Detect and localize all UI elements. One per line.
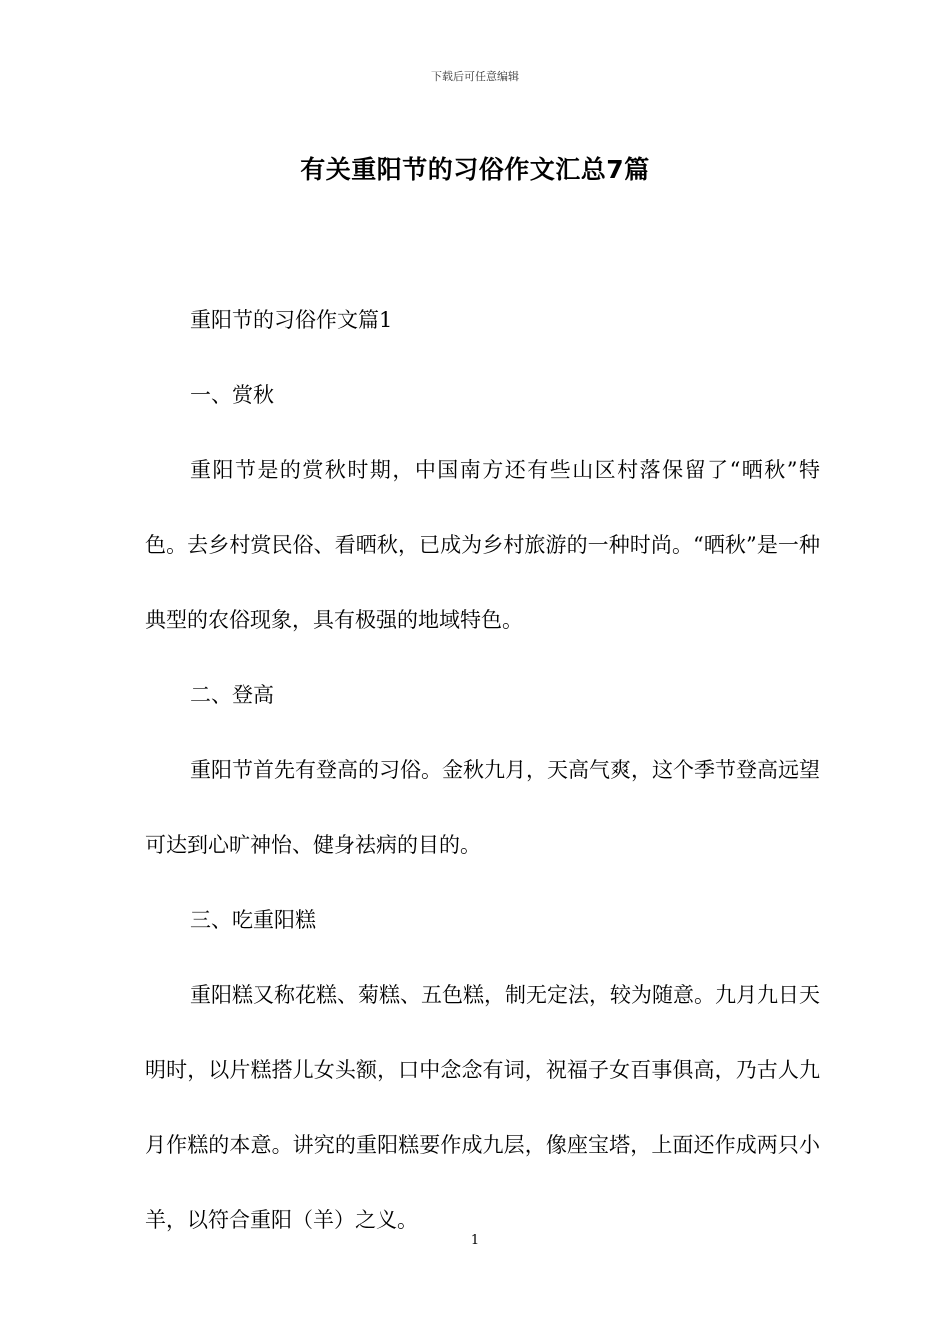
subheading-climbing: 二、登高 (190, 683, 274, 707)
subheading-autumn-viewing: 一、赏秋 (190, 383, 274, 407)
document-title: 有关重阳节的习俗作文汇总7篇 (300, 155, 650, 184)
subheading-chongyang-cake: 三、吃重阳糕 (190, 908, 316, 932)
paragraph-climbing: 重阳节首先有登高的习俗。金秋九月，天高气爽，这个季节登高远望可达到心旷神怡、健身祛病的目的。 (145, 758, 820, 857)
paragraph-chongyang-cake: 重阳糕又称花糕、菊糕、五色糕，制无定法，较为随意。九月九日天明时，以片糕搭儿女头额，口中念念有词，祝福子女百事俱高，乃古人九月作糕的本意。讲究的重阳糕要作成九层，像座宝塔，上面还作成两只小羊，以符合重阳（羊）之义。 (145, 983, 820, 1232)
document-body (145, 283, 820, 1258)
page-number: 1 (470, 1233, 480, 1248)
header-note: 下载后可任意编辑 (431, 70, 519, 83)
section-title: 重阳节的习俗作文篇1 (190, 308, 393, 332)
paragraph-autumn-viewing: 重阳节是的赏秋时期，中国南方还有些山区村落保留了“晒秋”特色。去乡村赏民俗、看晒秋，已成为乡村旅游的一种时尚。“晒秋”是一种典型的农俗现象，具有极强的地域特色。 (145, 458, 820, 632)
